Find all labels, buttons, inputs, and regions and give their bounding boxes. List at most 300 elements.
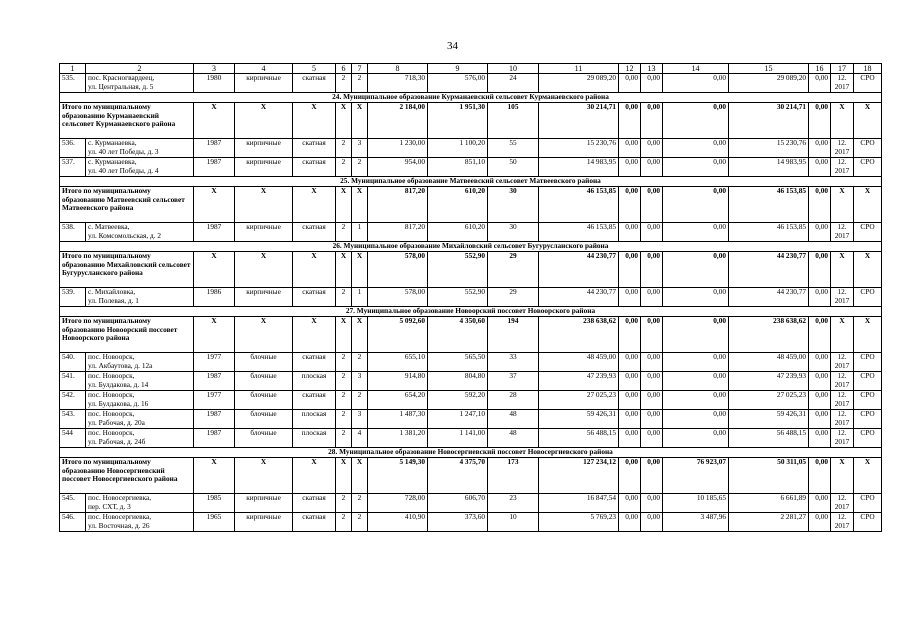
header-cell: 15	[729, 64, 809, 74]
table-cell: 0,00	[663, 410, 729, 429]
table-cell: 1977	[194, 353, 235, 372]
table-cell: 29	[488, 288, 539, 307]
table-cell: скатная	[293, 353, 336, 372]
table-cell: 55	[488, 139, 539, 158]
table-cell: 2	[352, 391, 368, 410]
table-cell: 2	[352, 513, 368, 532]
table-cell: 12. 2017	[831, 372, 854, 391]
section-title: 24. Муниципальное образование Курманаевский сельсовет Курманаевского района	[60, 93, 882, 103]
table-cell: пос. Новоорск, ул. Булдакова, д. 16	[86, 391, 194, 410]
table-cell: 0,00	[619, 288, 641, 307]
total-cell: 0,00	[641, 317, 663, 353]
table-cell: 606,70	[428, 494, 488, 513]
table-cell: 1987	[194, 410, 235, 429]
table-cell: 0,00	[809, 353, 831, 372]
table-cell: 27 025,23	[539, 391, 619, 410]
table-cell: 1985	[194, 494, 235, 513]
table-row	[60, 391, 882, 410]
total-label: Итого по муниципальному образованию Новоорский поссовет Новоорского района	[60, 317, 194, 353]
total-cell: X	[854, 252, 882, 288]
table-cell: 538.	[60, 223, 86, 242]
table-cell: 1987	[194, 139, 235, 158]
section-title: 27. Муниципальное образование Новоорский поссовет Новоорского района	[60, 307, 882, 317]
table-cell: 0,00	[619, 429, 641, 448]
total-cell: 46 153,85	[539, 187, 619, 223]
table-cell: СРО	[854, 494, 882, 513]
table-cell: 2	[336, 494, 352, 513]
table-row	[60, 353, 882, 372]
total-cell: 127 234,12	[539, 458, 619, 494]
table-cell: 0,00	[641, 288, 663, 307]
table-cell: 12. 2017	[831, 139, 854, 158]
total-cell: X	[194, 187, 235, 223]
total-cell: 0,00	[619, 103, 641, 139]
table-cell: 851,10	[428, 158, 488, 177]
table-cell: 0,00	[663, 372, 729, 391]
table-cell: 552,90	[428, 288, 488, 307]
total-cell: 0,00	[619, 458, 641, 494]
table-cell: 0,00	[641, 139, 663, 158]
total-cell: 44 230,77	[729, 252, 809, 288]
table-cell: 4	[352, 429, 368, 448]
table-cell: 2	[336, 139, 352, 158]
table-cell: 914,80	[368, 372, 428, 391]
total-cell: 76 923,07	[663, 458, 729, 494]
total-cell: 0,00	[809, 252, 831, 288]
header-cell: 2	[86, 64, 194, 74]
table-cell: 654,20	[368, 391, 428, 410]
table-row	[60, 494, 882, 513]
table-cell: 373,60	[428, 513, 488, 532]
table-cell: 0,00	[619, 391, 641, 410]
table-cell: 3	[352, 410, 368, 429]
total-cell: X	[854, 103, 882, 139]
table-cell: скатная	[293, 139, 336, 158]
table-cell: 0,00	[619, 139, 641, 158]
table-cell: 2 281,27	[729, 513, 809, 532]
total-cell: X	[293, 317, 336, 353]
total-cell: 44 230,77	[539, 252, 619, 288]
table-cell: 44 230,77	[729, 288, 809, 307]
table-cell: 12. 2017	[831, 353, 854, 372]
table-row	[60, 410, 882, 429]
table-cell: 0,00	[663, 223, 729, 242]
table-cell: 0,00	[809, 288, 831, 307]
table-row	[60, 513, 882, 532]
table-cell: 1 381,20	[368, 429, 428, 448]
total-label: Итого по муниципальному образованию Матвеевский сельсовет Матвеевского района	[60, 187, 194, 223]
total-cell: 30	[488, 187, 539, 223]
table-cell: пос. Красногвардеец, ул. Центральная, д. 5	[86, 74, 194, 93]
table-cell: 30	[488, 223, 539, 242]
total-cell: 105	[488, 103, 539, 139]
table-cell: 47 239,93	[539, 372, 619, 391]
table-row	[60, 74, 882, 93]
table-cell: 12. 2017	[831, 74, 854, 93]
total-cell: X	[831, 187, 854, 223]
total-cell: 50 311,05	[729, 458, 809, 494]
total-cell: 5 149,30	[368, 458, 428, 494]
table-cell: 15 230,76	[539, 139, 619, 158]
total-cell: 30 214,71	[729, 103, 809, 139]
table-cell: 655,10	[368, 353, 428, 372]
table-cell: 578,00	[368, 288, 428, 307]
table-cell: 0,00	[619, 158, 641, 177]
table-cell: 0,00	[809, 513, 831, 532]
table-cell: 0,00	[663, 429, 729, 448]
table-cell: СРО	[854, 372, 882, 391]
table-cell: 0,00	[619, 372, 641, 391]
table-cell: пос. Новоорск, ул. Рабочая, д. 20а	[86, 410, 194, 429]
table-cell: скатная	[293, 74, 336, 93]
table-cell: 546.	[60, 513, 86, 532]
total-cell: 238 638,62	[539, 317, 619, 353]
total-cell: X	[293, 103, 336, 139]
table-cell: СРО	[854, 223, 882, 242]
total-cell: 1 951,30	[428, 103, 488, 139]
table-cell: 23	[488, 494, 539, 513]
table-cell: 1 141,00	[428, 429, 488, 448]
header-cell: 9	[428, 64, 488, 74]
table-cell: 954,00	[368, 158, 428, 177]
table-cell: 2	[336, 429, 352, 448]
total-cell: X	[352, 103, 368, 139]
table-cell: 536.	[60, 139, 86, 158]
table-cell: плоская	[293, 372, 336, 391]
total-cell: X	[336, 458, 352, 494]
table-cell: 2	[352, 353, 368, 372]
table-row	[60, 139, 882, 158]
table-cell: кирпичные	[235, 288, 293, 307]
table-cell: 2	[336, 372, 352, 391]
total-cell: X	[194, 458, 235, 494]
table-cell: СРО	[854, 391, 882, 410]
total-cell: X	[352, 187, 368, 223]
table-cell: 28	[488, 391, 539, 410]
table-cell: 12. 2017	[831, 223, 854, 242]
table-cell: 2	[336, 74, 352, 93]
table-cell: 410,90	[368, 513, 428, 532]
table-cell: с. Курманаевка, ул. 40 лет Победы, д. 4	[86, 158, 194, 177]
total-label: Итого по муниципальному образованию Курманаевский сельсовет Курманаевского района	[60, 103, 194, 139]
table-cell: 56 488,15	[539, 429, 619, 448]
total-cell: 0,00	[641, 103, 663, 139]
table-cell: 535.	[60, 74, 86, 93]
header-cell: 6	[336, 64, 352, 74]
table-cell: скатная	[293, 223, 336, 242]
table-cell: скатная	[293, 494, 336, 513]
header-cell: 17	[831, 64, 854, 74]
table-cell: пос. Новоорск, ул. Булдакова, д. 14	[86, 372, 194, 391]
section-title-row	[60, 242, 882, 252]
table-cell: 0,00	[641, 372, 663, 391]
header-cell: 13	[641, 64, 663, 74]
table-cell: 46 153,85	[729, 223, 809, 242]
table-cell: 48 459,00	[729, 353, 809, 372]
table-cell: кирпичные	[235, 158, 293, 177]
total-cell: 817,20	[368, 187, 428, 223]
table-cell: 718,30	[368, 74, 428, 93]
total-cell: 0,00	[809, 103, 831, 139]
table-cell: 48	[488, 410, 539, 429]
table-cell: 12. 2017	[831, 494, 854, 513]
table-cell: 2	[336, 353, 352, 372]
table-cell: пос. Новоорск, ул. Рабочая, д. 24б	[86, 429, 194, 448]
table-cell: 0,00	[641, 494, 663, 513]
total-cell: 552,90	[428, 252, 488, 288]
table-cell: 0,00	[809, 391, 831, 410]
table-cell: 0,00	[641, 353, 663, 372]
total-label: Итого по муниципальному образованию Михайловский сельсовет Бугурусланского района	[60, 252, 194, 288]
section-title-row	[60, 177, 882, 187]
header-cell: 4	[235, 64, 293, 74]
table-cell: 0,00	[809, 158, 831, 177]
table-cell: 10 185,65	[663, 494, 729, 513]
total-cell: X	[235, 103, 293, 139]
total-cell: 194	[488, 317, 539, 353]
table-cell: 48 459,00	[539, 353, 619, 372]
table-cell: 0,00	[809, 223, 831, 242]
table-cell: 0,00	[641, 410, 663, 429]
table-cell: СРО	[854, 74, 882, 93]
table-cell: 15 230,76	[729, 139, 809, 158]
table-cell: 0,00	[663, 353, 729, 372]
table-cell: 12. 2017	[831, 410, 854, 429]
table-cell: 2	[336, 288, 352, 307]
total-row	[60, 103, 882, 139]
table-cell: 12. 2017	[831, 513, 854, 532]
table-cell: 0,00	[809, 139, 831, 158]
table-cell: скатная	[293, 513, 336, 532]
table-cell: 2	[336, 158, 352, 177]
table-cell: 542.	[60, 391, 86, 410]
total-cell: X	[293, 458, 336, 494]
table-cell: пос. Новоорск, ул. Акбаутова, д. 12а	[86, 353, 194, 372]
total-cell: 578,00	[368, 252, 428, 288]
table-cell: 10	[488, 513, 539, 532]
table-cell: 0,00	[663, 139, 729, 158]
table-cell: 1 230,00	[368, 139, 428, 158]
table-cell: 14 983,95	[729, 158, 809, 177]
header-cell: 7	[352, 64, 368, 74]
total-cell: 0,00	[619, 317, 641, 353]
total-cell: X	[831, 458, 854, 494]
total-cell: X	[831, 252, 854, 288]
table-cell: 1	[352, 288, 368, 307]
header-row	[60, 64, 882, 74]
table-cell: 0,00	[809, 74, 831, 93]
table-cell: блочные	[235, 372, 293, 391]
table-cell: 592,20	[428, 391, 488, 410]
header-cell: 5	[293, 64, 336, 74]
table-cell: 1987	[194, 158, 235, 177]
table-cell: 59 426,31	[729, 410, 809, 429]
table-cell: 50	[488, 158, 539, 177]
table-cell: 0,00	[619, 74, 641, 93]
section-title: 25. Муниципальное образование Матвеевский сельсовет Матвеевского района	[60, 177, 882, 187]
total-cell: 46 153,85	[729, 187, 809, 223]
table-cell: 5 769,23	[539, 513, 619, 532]
table-cell: 537.	[60, 158, 86, 177]
total-cell: 0,00	[663, 103, 729, 139]
header-cell: 10	[488, 64, 539, 74]
table-cell: 0,00	[809, 429, 831, 448]
table-cell: 0,00	[619, 353, 641, 372]
total-cell: 0,00	[641, 458, 663, 494]
table-cell: 1987	[194, 429, 235, 448]
table-cell: 12. 2017	[831, 391, 854, 410]
table-cell: 565,50	[428, 353, 488, 372]
total-cell: 4 350,60	[428, 317, 488, 353]
table-cell: 0,00	[809, 372, 831, 391]
table-cell: 0,00	[619, 223, 641, 242]
table-cell: 1987	[194, 372, 235, 391]
total-cell: 0,00	[663, 187, 729, 223]
table-cell: 12. 2017	[831, 429, 854, 448]
total-cell: 29	[488, 252, 539, 288]
table-cell: 2	[336, 513, 352, 532]
table-cell: 0,00	[663, 74, 729, 93]
table-cell: 817,20	[368, 223, 428, 242]
table-cell: 48	[488, 429, 539, 448]
table-cell: 0,00	[809, 410, 831, 429]
table-cell: 33	[488, 353, 539, 372]
table-cell: 0,00	[641, 513, 663, 532]
table-row	[60, 429, 882, 448]
table-cell: СРО	[854, 353, 882, 372]
total-cell: 0,00	[809, 458, 831, 494]
total-label: Итого по муниципальному образованию Новосергиевский поссовет Новосергиевского района	[60, 458, 194, 494]
header-cell: 14	[663, 64, 729, 74]
table-cell: 29 089,20	[539, 74, 619, 93]
total-cell: 0,00	[619, 252, 641, 288]
table-cell: 2	[336, 391, 352, 410]
total-cell: 5 092,60	[368, 317, 428, 353]
total-cell: 0,00	[663, 252, 729, 288]
table-cell: блочные	[235, 429, 293, 448]
table-cell: 543.	[60, 410, 86, 429]
total-cell: X	[336, 103, 352, 139]
table-cell: 3	[352, 372, 368, 391]
table-cell: 46 153,85	[539, 223, 619, 242]
total-cell: X	[831, 317, 854, 353]
table-cell: кирпичные	[235, 223, 293, 242]
table-cell: 1965	[194, 513, 235, 532]
table-cell: плоская	[293, 429, 336, 448]
register-table	[59, 63, 882, 532]
header-cell: 8	[368, 64, 428, 74]
table-cell: СРО	[854, 288, 882, 307]
header-cell: 3	[194, 64, 235, 74]
table-cell: плоская	[293, 410, 336, 429]
table-cell: 27 025,23	[729, 391, 809, 410]
table-row	[60, 223, 882, 242]
total-cell: X	[235, 317, 293, 353]
table-cell: скатная	[293, 158, 336, 177]
total-cell: 0,00	[809, 317, 831, 353]
table-cell: 0,00	[641, 223, 663, 242]
total-cell: X	[293, 187, 336, 223]
header-cell: 11	[539, 64, 619, 74]
total-cell: X	[235, 187, 293, 223]
table-cell: 2	[352, 74, 368, 93]
table-cell: 0,00	[663, 288, 729, 307]
total-cell: X	[194, 317, 235, 353]
table-row	[60, 158, 882, 177]
table-cell: 2	[352, 158, 368, 177]
table-cell: 24	[488, 74, 539, 93]
table-cell: 1980	[194, 74, 235, 93]
table-cell: 0,00	[641, 158, 663, 177]
table-cell: 545.	[60, 494, 86, 513]
total-row	[60, 317, 882, 353]
table-cell: 44 230,77	[539, 288, 619, 307]
table-cell: скатная	[293, 288, 336, 307]
section-title-row	[60, 93, 882, 103]
total-cell: X	[235, 458, 293, 494]
table-cell: пос. Новосергиевка, пер. СХТ, д. 3	[86, 494, 194, 513]
header-cell: 16	[809, 64, 831, 74]
table-cell: 728,00	[368, 494, 428, 513]
total-row	[60, 458, 882, 494]
table-cell: 0,00	[641, 74, 663, 93]
table-cell: кирпичные	[235, 494, 293, 513]
total-cell: X	[854, 187, 882, 223]
table-cell: пос. Новосергиевка, ул. Восточная, д. 26	[86, 513, 194, 532]
table-cell: СРО	[854, 158, 882, 177]
total-cell: 4 375,70	[428, 458, 488, 494]
section-title-row	[60, 448, 882, 458]
total-cell: 173	[488, 458, 539, 494]
table-cell: кирпичные	[235, 74, 293, 93]
total-cell: 0,00	[641, 252, 663, 288]
table-cell: СРО	[854, 513, 882, 532]
register-table-body	[60, 64, 882, 532]
table-cell: 2	[352, 494, 368, 513]
table-cell: 1987	[194, 223, 235, 242]
header-cell: 12	[619, 64, 641, 74]
table-cell: 2	[336, 223, 352, 242]
total-cell: X	[336, 317, 352, 353]
table-cell: 540.	[60, 353, 86, 372]
total-cell: X	[854, 458, 882, 494]
table-cell: 12. 2017	[831, 158, 854, 177]
table-cell: 539.	[60, 288, 86, 307]
total-cell: X	[336, 187, 352, 223]
table-cell: 1 247,10	[428, 410, 488, 429]
table-cell: 1986	[194, 288, 235, 307]
total-cell: X	[352, 458, 368, 494]
total-cell: X	[293, 252, 336, 288]
table-cell: 0,00	[619, 513, 641, 532]
total-cell: 0,00	[663, 317, 729, 353]
table-cell: 1 100,20	[428, 139, 488, 158]
table-cell: кирпичные	[235, 139, 293, 158]
total-cell: X	[854, 317, 882, 353]
table-cell: 59 426,31	[539, 410, 619, 429]
table-cell: 14 983,95	[539, 158, 619, 177]
header-cell: 18	[854, 64, 882, 74]
table-cell: 0,00	[641, 429, 663, 448]
table-cell: 0,00	[619, 494, 641, 513]
table-cell: СРО	[854, 410, 882, 429]
page-number: 34	[447, 40, 458, 52]
table-cell: 16 847,54	[539, 494, 619, 513]
total-cell: X	[235, 252, 293, 288]
table-row	[60, 288, 882, 307]
table-row	[60, 372, 882, 391]
total-cell: X	[336, 252, 352, 288]
